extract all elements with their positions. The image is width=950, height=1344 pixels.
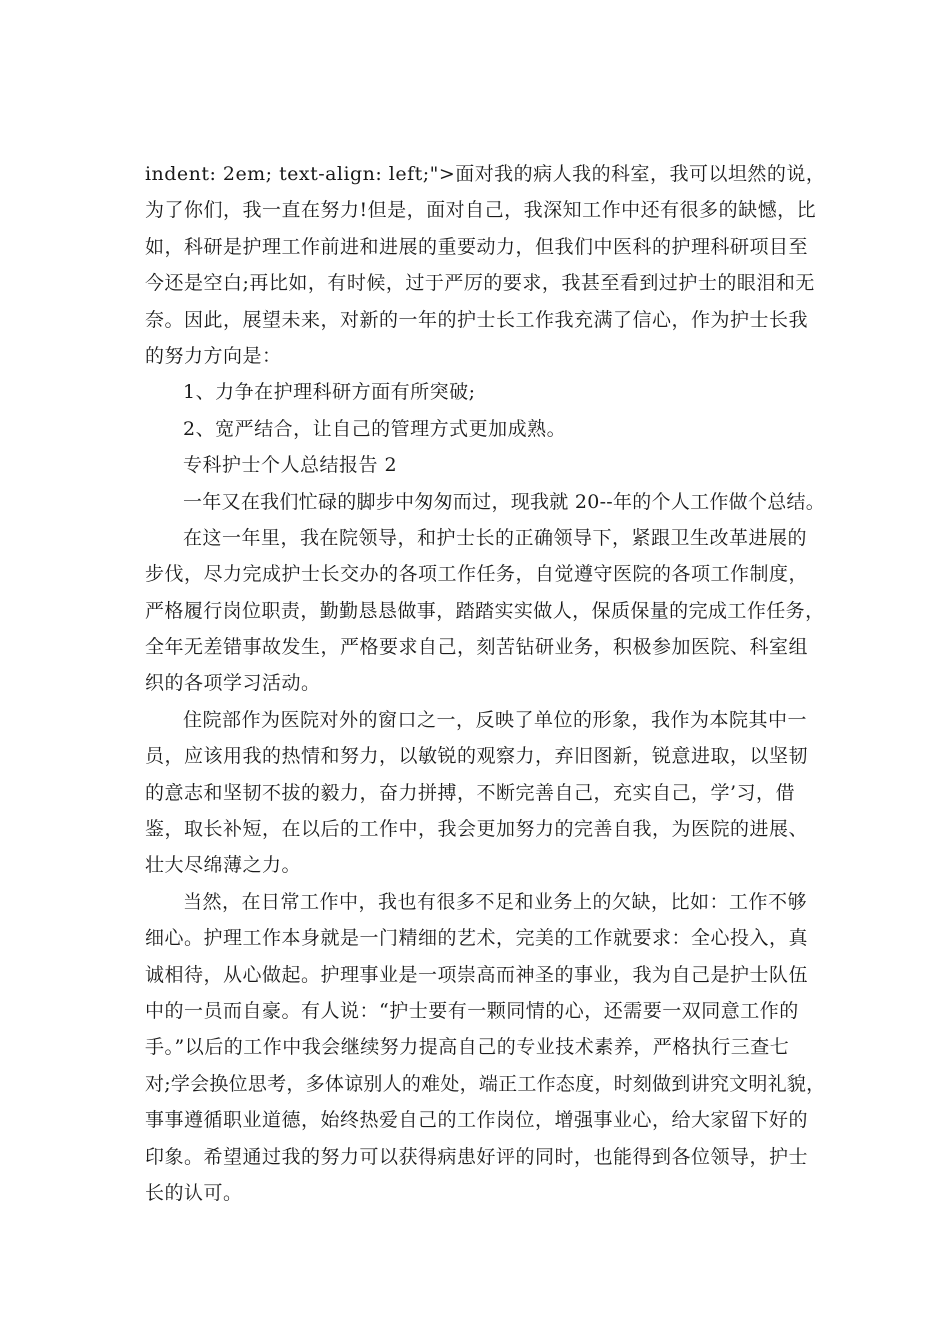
text-line: 的意志和坚韧不拔的毅力，奋力拼搏，不断完善自己，充实自己，学’习，借 bbox=[145, 781, 796, 804]
text-line: 一年又在我们忙碌的脚步中匆匆而过，现我就 20--年的个人工作做个总结。 bbox=[183, 490, 826, 513]
text-line: 全年无差错事故发生，严格要求自己，刻苦钻研业务，积极参加医院、科室组 bbox=[145, 636, 809, 659]
text-line: 的努力方向是： bbox=[145, 344, 282, 367]
text-line: 员，应该用我的热情和努力，以敏锐的观察力，弃旧图新，锐意进取，以坚韧 bbox=[145, 745, 809, 768]
text-line: 在这一年里，我在院领导，和护士长的正确领导下，紧跟卫生改革进展的 bbox=[183, 526, 808, 549]
text-line: 为了你们，我一直在努力!但是，面对自己，我深知工作中还有很多的缺憾，比 bbox=[145, 199, 817, 222]
text-line: 步伐，尽力完成护士长交办的各项工作任务，自觉遵守医院的各项工作制度， bbox=[145, 563, 809, 586]
text-line: 1、力争在护理科研方面有所突破; bbox=[183, 381, 476, 404]
document-body bbox=[145, 156, 826, 1211]
text-line: 对;学会换位思考，多体谅别人的难处，端正工作态度，时刻做到讲究文明礼貌， bbox=[145, 1072, 826, 1095]
text-line: 严格履行岗位职责，勤勤恳恳做事，踏踏实实做人，保质保量的完成工作任务， bbox=[145, 599, 825, 622]
text-line: 细心。护理工作本身就是一门精细的艺术，完美的工作就要求：全心投入，真 bbox=[145, 927, 809, 950]
text-line: 事事遵循职业道德，始终热爱自己的工作岗位，增强事业心，给大家留下好的 bbox=[145, 1109, 809, 1132]
text-line: 中的一员而自豪。有人说：“护士要有一颗同情的心，还需要一双同意工作的 bbox=[145, 999, 799, 1022]
text-line: 鉴，取长补短，在以后的工作中，我会更加努力的完善自我，为医院的进展、 bbox=[145, 818, 809, 841]
text-line: 如，科研是护理工作前进和进展的重要动力，但我们中医科的护理科研项目至 bbox=[145, 235, 809, 258]
text-line: 当然，在日常工作中，我也有很多不足和业务上的欠缺，比如：工作不够 bbox=[183, 890, 808, 913]
text-line: 2、宽严结合，让自己的管理方式更加成熟。 bbox=[183, 417, 567, 440]
text-line: 奈。因此，展望未来，对新的一年的护士长工作我充满了信心，作为护士长我 bbox=[145, 308, 809, 331]
text-line: 长的认可。 bbox=[145, 1181, 243, 1204]
text-line: 专科护士个人总结报告 2 bbox=[183, 454, 398, 477]
text-line: indent: 2em; text-align: left;">面对我的病人我的科室，我可以坦然的说， bbox=[145, 163, 826, 185]
text-line: 壮大尽绵薄之力。 bbox=[145, 854, 302, 877]
text-line: 住院部作为医院对外的窗口之一，反映了单位的形象，我作为本院其中一 bbox=[183, 708, 808, 731]
text-line: 手。”以后的工作中我会继续努力提高自己的专业技术素养，严格执行三查七 bbox=[145, 1036, 790, 1059]
text-line: 诚相待，从心做起。护理事业是一项崇高而神圣的事业，我为自己是护士队伍 bbox=[145, 963, 809, 986]
text-line: 印象。希望通过我的努力可以获得病患好评的同时，也能得到各位领导，护士 bbox=[145, 1145, 809, 1168]
text-line: 织的各项学习活动。 bbox=[145, 672, 321, 695]
text-line: 今还是空白;再比如，有时候，过于严厉的要求，我甚至看到过护士的眼泪和无 bbox=[145, 272, 815, 295]
